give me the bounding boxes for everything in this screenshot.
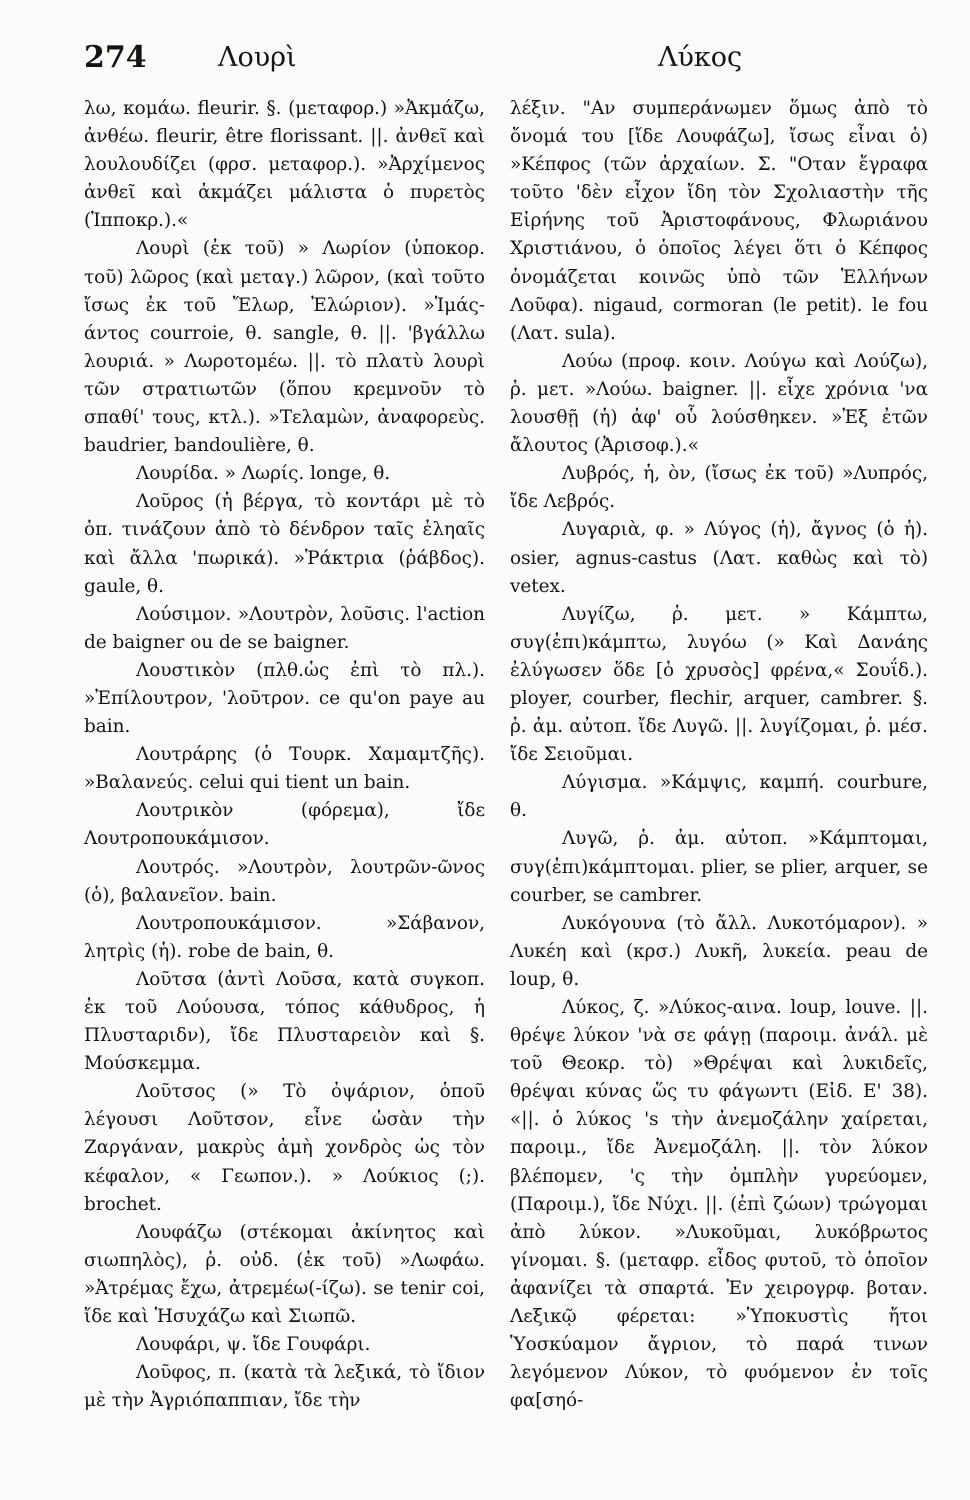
dictionary-entry: Λουρίδα. » Λωρίς. longe, θ.: [136, 463, 391, 485]
dictionary-entry: Λουτράρης (ὁ Τουρκ. Χαμαμτζῆς). »Βαλανεύς. celui qui tient un bain.: [84, 744, 485, 794]
left-guide-word: Λουρὶ: [218, 42, 297, 73]
dictionary-entry: Λουτρός. »Λουτρὸν, λουτρῶν-ῶνος (ὁ), βαλανεῖον. bain.: [84, 856, 485, 906]
dictionary-entry: Λουφάρι, ψ. ἴδε Γουφάρι.: [136, 1334, 371, 1356]
dictionary-entry: Λούσιμον. »Λουτρὸν, λοῦσις. l'action de baigner ou de se baigner.: [84, 603, 485, 653]
dictionary-entry: Λουρὶ (ἐκ τοῦ) » Λωρίον (ὑποκορ. τοῦ) λῶρος (καὶ μεταγ.) λῶρον, (καὶ τοῦτο ἴσως ἐκ τοῦ Ἔλωρ, Ἐλώριον). »Ἱμάς-άντος courroie, θ. sangle, θ. ||. 'βγάλλω λουριά. » Λωροτομέω. ||. τὸ πλατὺ λουρὶ τῶν στρατιωτῶν (ὅπου κρεμνοῦν τὸ σπαθί' τους, κτλ.). »Τελαμὼν, ἀναφορεὺς. baudrier, bandoulière, θ.: [84, 238, 485, 457]
right-guide-word: Λύκος: [658, 42, 743, 73]
left-column: [84, 95, 485, 1415]
dictionary-entry: Λουστικὸν (πλθ.ὡς ἐπὶ τὸ πλ.). »Ἐπίλουτρον, 'λοῦτρον. ce qu'on paye au bain.: [84, 659, 485, 738]
dictionary-entry: Λύγισμα. »Κάμψις, καμπή. courbure, θ.: [510, 772, 928, 822]
dictionary-entry: Λουφάζω (στέκομαι ἀκίνητος καὶ σιωπηλὸς), ῥ. οὐδ. (ἐκ τοῦ) »Λωφάω. »Ἀτρέμας ἔχω, ἀτρεμέω(-ίζω). se tenir coi, ἴδε καὶ Ἡσυχάζω καὶ Σιωπῶ.: [84, 1221, 485, 1328]
dictionary-entry: λέξιν. "Αν συμπεράνωμεν ὅμως ἀπὸ τὸ ὄνομά του [ἴδε Λουφάζω], ἴσως εἶναι ὁ) »Κέπφος (τῶν ἀρχαίων. Σ. "Οταν ἔγραφα τοῦτο 'δὲν εἶχον ἴδη τὸν Σχολιαστὴν τῆς Εἰρήνης τοῦ Ἀριστοφάνους, Φλωριάνου Χριστιάνου, ὁ ὁποῖος λέγει ὅτι ὁ Κέπφος ὀνομάζεται κοινῶς ὑπὸ τῶν Ἑλλήνων Λοῦφα). nigaud, cormoran (le petit). le fou (Λατ. sula).: [510, 98, 928, 344]
dictionary-entry: Λοῦτσα (ἀντὶ Λοῦσα, κατὰ συγκοπ. ἐκ τοῦ Λούουσα, τόπος κάθυδρος, ἡ Πλυσταριδν), ἴδε Πλυσταρειὸν καὶ §. Μούσκεμμα.: [84, 968, 485, 1075]
dictionary-entry: Λυκόγουνα (τὸ ἄλλ. Λυκοτόμαρον). » Λυκέη καὶ (κρσ.) Λυκῆ, λυκεία. peau de loup, θ.: [510, 912, 928, 990]
dictionary-entry: Λυγαριὰ, φ. » Λύγος (ἡ), ἄγνος (ὁ ἡ). osier, agnus-castus (Λατ. καθὼς καὶ τὸ) vetex.: [510, 519, 928, 597]
right-column: [510, 95, 928, 1415]
dictionary-entry: Λουτροπουκάμισον. »Σάβανον, λητρὶς (ἡ). robe de bain, θ.: [84, 912, 485, 962]
dictionary-entry: Λυβρός, ἡ, ὸν, (ἴσως ἐκ τοῦ) »Λυπρός, ἴδε Λεβρός.: [510, 463, 928, 513]
page-number: 274: [84, 40, 147, 75]
dictionary-entry: Λυγῶ, ῥ. ἀμ. αὐτοπ. »Κάμπτομαι, συγ(ἐπι)κάμπτομαι. plier, se plier, arquer, se courber, se cambrer.: [510, 828, 928, 906]
dictionary-entry: Λύκος, ζ. »Λύκος-αινα. loup, louve. ||. θρέψε λύκον 'νὰ σε φάγῃ (παροιμ. ἀνάλ. μὲ τοῦ Θεοκρ. τὸ) »Θρέψαι καὶ λυκιδεῖς, θρέψαι κύνας ὥς τυ φάγωντι (Εἰδ. Ε' 38). «||. ὁ λύκος 's τὴν ἀνεμοζάλην χαίρεται, παροιμ., ἴδε Ἀνεμοζάλη. ||. τὸν λύκον βλέπομεν, 'ς τὴν ὀμπλὴν γυρεύομεν, (Παροιμ.), ἴδε Νύχι. ||. (ἐπὶ ζώων) τρώγομαι ἀπὸ λύκον. »Λυκοῦμαι, λυκόβρωτος γίνομαι. §. (μεταφρ. εἶδος φυτοῦ, τὸ ὁποῖον ἀφανίζει τὰ σπαρτά. Ἐν χειρογρφ. βοταν. Λεξικῷ φέρεται: »Ὑποκυστὶς ἤτοι Ὑοσκύαμον ἄγριον, τὸ παρά τινων λεγόμενον Λύκον, τὸ φυόμενον ἐν τοῖς φα[σηό-: [510, 997, 928, 1412]
dictionary-entry: Λουτρικὸν (φόρεμα), ἴδε Λουτροπουκάμισον.: [84, 800, 485, 850]
dictionary-entry: Λοῦφος, π. (κατὰ τὰ λεξικά, τὸ ἴδιον μὲ τὴν Ἀγριόπαππιαν, ἴδε τὴν: [84, 1362, 485, 1412]
dictionary-entry: λω, κομάω. fleurir. §. (μεταφορ.) »Ἀκμάζω, ἀνθέω. fleurir, être florissant. ||. ἀνθεῖ καὶ λουλουδίζει (φρσ. μεταφορ.). »Ἀρχίμενος ἀνθεῖ καὶ ἀκμάζει μάλιστα ὁ πυρετὸς (Ἱπποκρ.).«: [84, 98, 485, 232]
dictionary-entry: Λοῦτσος (» Τὸ ὀψάριον, ὁποῦ λέγουσι Λοῦτσον, εἶνε ὡσὰν τὴν Ζαργάναν, μακρὺς ἀμὴ χονδρὸς ὡς τὸν κέφαλον, « Γεωπον.). » Λούκιος (;). brochet.: [84, 1081, 485, 1215]
dictionary-entry: Λοῦρος (ἡ βέργα, τὸ κοντάρι μὲ τὸ ὁπ. τινάζουν ἀπὸ τὸ δένδρον ταῖς ἐληαῖς καὶ ἄλλα 'πωρικά). »Ῥάκτρια (ῥάβδος). gaule, θ.: [84, 491, 485, 597]
dictionary-entry: Λούω (προφ. κοιν. Λούγω καὶ Λούζω), ῥ. μετ. »Λούω. baigner. ||. εἶχε χρόνια 'να λουσθῇ (ἡ) ἀφ' οὗ λούσθηκεν. »Ἐξ ἐτῶν ἄλουτος (Ἀρισοφ.).«: [510, 350, 928, 457]
dictionary-entry: Λυγίζω, ῥ. μετ. » Κάμπτω, συγ(ἐπι)κάμπτω, λυγόω (» Καὶ Δανάης ἐλύγωσεν ὅδε [ὁ χρυσὸς] φρένα,« Σουΐδ.). ployer, courber, flechir, arquer, cambrer. §. ῥ. ἀμ. αὐτοπ. ἴδε Λυγῶ. ||. λυγίζομαι, ῥ. μέσ. ἴδε Σειοῦμαι.: [510, 603, 928, 766]
